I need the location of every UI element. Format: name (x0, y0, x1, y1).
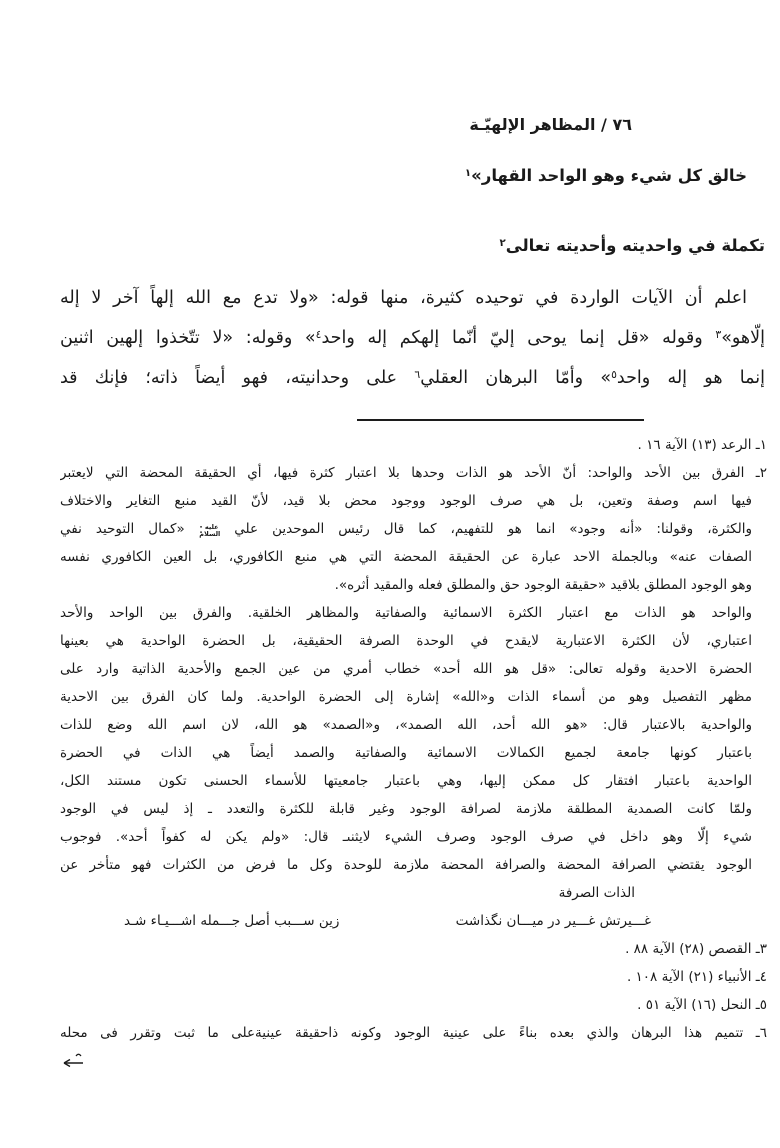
footnotes-block (60, 431, 767, 1047)
text-line: إنما هو إله واحد$^٥$» وأمّا البرهان العقلي$^٦$ على وحدانيته، فهو أيضاً ذاته؛ فإنك قد (60, 368, 765, 388)
footnote-ref: ٢ (499, 238, 506, 249)
quran-quote-line: خالق كل شيء وهو الواحد القهار»$^١$ (464, 166, 747, 185)
continuation-arrow-icon (62, 1052, 86, 1070)
text-line: شيء إلّا وهو داخل في صرف الوجود وصرف الشيء لايثنىـ قال: «ولم يكن له كفواً أحد». فوجوب (60, 829, 752, 845)
footnote-ref: ١ (464, 168, 472, 179)
text-line: ٦ـ تتميم هذا البرهان والذي بعده بناءً على عينية الوجود وكونه ذاحقيقة عينيةعلى ما ثبت وتقرر فى محله (60, 1025, 767, 1041)
footnote-ref: ٦ (414, 368, 421, 381)
text-line: الحضرة الاحدية وقوله تعالى: «قل هو الله أحد» خطاب أمري من عين الجمع والأحدية الذاتية وارد على (60, 661, 752, 677)
footnote-separator-rule (357, 419, 644, 421)
section-heading: تكملة في واحديته وأحديته تعالى$^٢$ (499, 236, 765, 255)
text-line: الوجود يقتضي الصرافة المحضة والصرافة المحضة ملازمة للوحدة وكل ما فرض من الكثرات فهو متأخر عن (60, 857, 752, 873)
text-line: ٤ـ الأنبياء (٢١) الآية ١٠٨ . (626, 969, 767, 985)
text-line: ٣ـ القصص (٢٨) الآية ٨٨ . (625, 941, 767, 957)
footnote-ref: ٣ (715, 328, 722, 341)
footnote-ref: ٥ (611, 368, 617, 381)
persian-verse (60, 907, 767, 935)
text-line: والكثرة، وقولنا: «أنه وجود» انما هو للتفهيم، كما قال رئيس الموحدين علي عليه السلام: «كمال التوحيد نفي (60, 521, 752, 538)
page-header: ٧٦ / المظاهر الإلهيّـة (469, 115, 632, 134)
text-line: فيها اسم وصفة وتعين، بل هي صرف الوجود ووجود محض بلا قيد، لأنّ القيد منبع التغاير والاختلاف (60, 493, 752, 509)
text-line: ولمّا كانت الصمدية المطلقة ملازمة لصرافة الوجود وغير قابلة للكثرة والتعدد ـ إذ ليس في الوجود (60, 801, 752, 817)
text-line: اعلم أن الآيات الواردة في توحيده كثيرة، منها قوله: «ولا تدع مع الله إلهاً آخر لا إله (60, 288, 747, 308)
text-line: مظهر التفصيل وهو من أسماء الذات و«الله» إشارة إلى الحضرة الواحدية. ولما كان الفرق بين الاحدية (60, 689, 752, 705)
text-line: الذات الصرفة (558, 885, 635, 901)
text-line: والواحد هو الذات مع اعتبار الكثرة الاسمائية والصفاتية والمظاهر الخلقية. والفرق بين الواحد والأحد (60, 605, 752, 621)
text-line: الصفات عنه» وبالجملة الاحد عبارة عن الحقيقة المحضة التي هي منبع الكافوري، بل العين الكافوري نفسه (60, 549, 752, 565)
text-line: اعتباري، لأن الكثرة الاعتبارية لايقدح في الوحدة الصرفة الحقيقية، بل الحضرة الواحدية هي بعينها (60, 633, 752, 649)
text-line: باعتبار كونها جامعة لجميع الكمالات الاسمائية والصفاتية والصمد أيضاً هي الذات في الحضرة (60, 745, 752, 761)
text-line: إلّاهو»$^٣$ وقوله «قل إنما يوحى إليّ أنّما إلهكم إله واحد$^٤$» وقوله: «لا تتّخذوا إلهين اثنين (60, 328, 765, 348)
footnote-ref: ٤ (315, 328, 322, 341)
text-line: ٢ـ الفرق بين الأحد والواحد: أنّ الأحد هو الذات وحدها بلا اعتبار كثرة فيها، أي الحقيقة المحضة التي لايعتبر (60, 465, 767, 481)
verse-hemistich-left: زين ســـبب أصل جـــمله اشـــيـاء شـد (124, 913, 340, 929)
text-line: ١ـ الرعد (١٣) الآية ١٦ . (637, 437, 767, 453)
text-line: ٥ـ النحل (١٦) الآية ٥١ . (637, 997, 767, 1013)
text-line: الواحدية باعتبار افتقار كل ممكن إليها، وهي باعتبار جامعيتها للأسماء الحسنى تكون مستند الكل، (60, 773, 752, 789)
honorific-mark: عليه السلام (199, 523, 221, 538)
body-text (60, 278, 765, 398)
text-line: وهو الوجود المطلق بلاقيد «حقيقة الوجود حق والمطلق فعله والمقيد أثره». (334, 577, 752, 593)
text-line: والواحدية بالاعتبار قال: «هو الله أحد، الله الصمد»، و«الصمد» هو الله، لان اسم الله وضع للذات (60, 717, 752, 733)
verse-hemistich-right: غـــيرتش غـــير در ميـــان نگذاشت (455, 913, 651, 929)
